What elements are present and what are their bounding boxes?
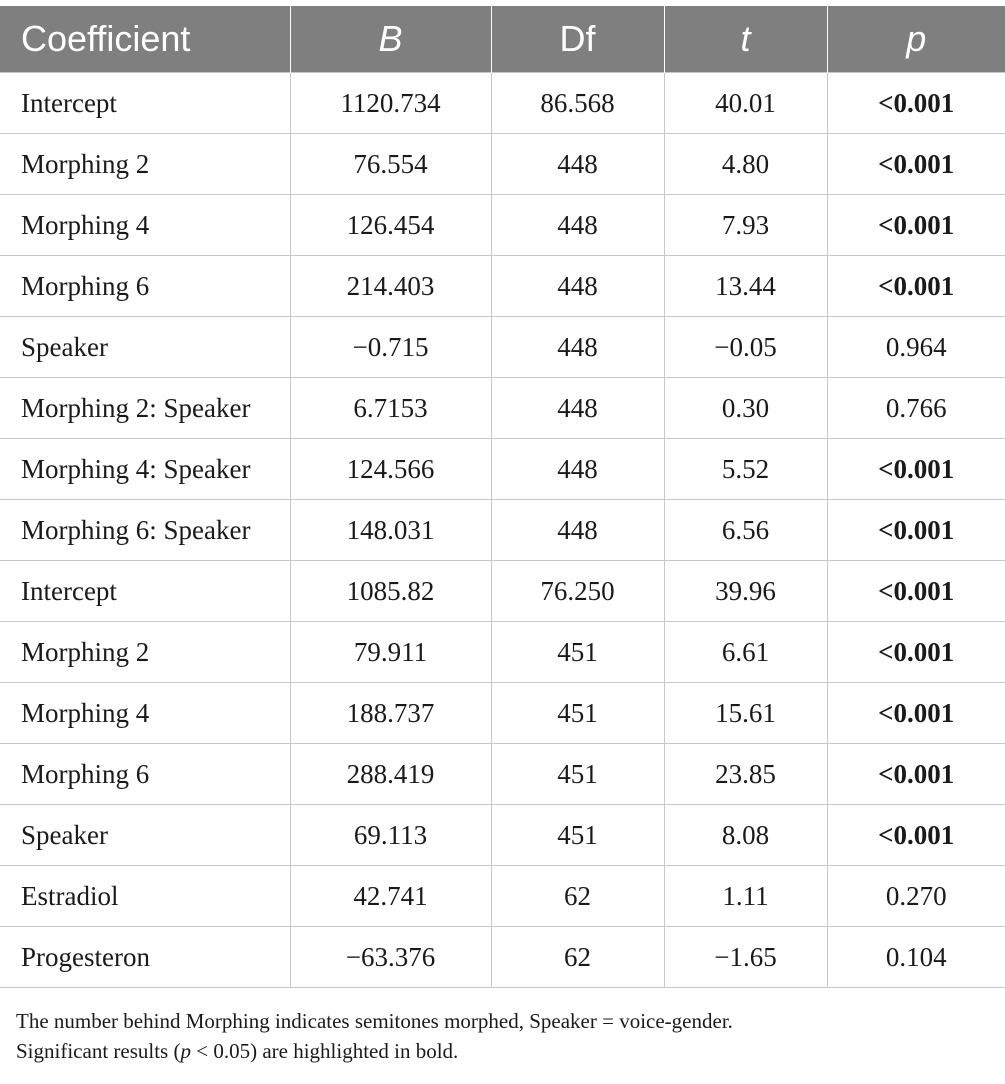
table-body — [0, 73, 1005, 988]
cell-p: <0.001 — [827, 256, 1005, 317]
cell-t: 13.44 — [664, 256, 827, 317]
cell-t: 0.30 — [664, 378, 827, 439]
cell-p: <0.001 — [827, 805, 1005, 866]
cell-t: 39.96 — [664, 561, 827, 622]
cell-t: −1.65 — [664, 927, 827, 988]
cell-df: 448 — [491, 439, 664, 500]
cell-b: 188.737 — [290, 683, 491, 744]
cell-p: <0.001 — [827, 134, 1005, 195]
cell-p: 0.104 — [827, 927, 1005, 988]
footnote-suffix: < 0.05) are highlighted in bold. — [190, 1039, 459, 1063]
header-p: p — [827, 6, 1005, 73]
cell-b: 126.454 — [290, 195, 491, 256]
cell-b: 42.741 — [290, 866, 491, 927]
cell-coefficient: Morphing 2 — [0, 134, 290, 195]
table-row — [0, 622, 1005, 683]
cell-b: 79.911 — [290, 622, 491, 683]
cell-df: 448 — [491, 256, 664, 317]
cell-coefficient: Progesteron — [0, 927, 290, 988]
cell-coefficient: Intercept — [0, 561, 290, 622]
cell-b: 124.566 — [290, 439, 491, 500]
cell-df: 448 — [491, 317, 664, 378]
table-row — [0, 927, 1005, 988]
cell-coefficient: Morphing 4 — [0, 195, 290, 256]
cell-t: 23.85 — [664, 744, 827, 805]
cell-p: 0.766 — [827, 378, 1005, 439]
cell-df: 451 — [491, 622, 664, 683]
coefficients-table — [0, 6, 1005, 988]
cell-b: 6.7153 — [290, 378, 491, 439]
cell-df: 448 — [491, 378, 664, 439]
table-row — [0, 195, 1005, 256]
cell-coefficient: Intercept — [0, 73, 290, 134]
cell-df: 448 — [491, 134, 664, 195]
cell-df: 62 — [491, 927, 664, 988]
cell-b: 76.554 — [290, 134, 491, 195]
cell-coefficient: Morphing 6 — [0, 256, 290, 317]
table-row — [0, 500, 1005, 561]
table-row — [0, 805, 1005, 866]
header-df: Df — [491, 6, 664, 73]
cell-coefficient: Morphing 6: Speaker — [0, 500, 290, 561]
cell-t: 8.08 — [664, 805, 827, 866]
cell-b: 148.031 — [290, 500, 491, 561]
cell-t: 15.61 — [664, 683, 827, 744]
header-t: t — [664, 6, 827, 73]
table-footnote — [16, 1006, 996, 1066]
table-row — [0, 134, 1005, 195]
cell-t: 1.11 — [664, 866, 827, 927]
cell-coefficient: Estradiol — [0, 866, 290, 927]
cell-coefficient: Morphing 2: Speaker — [0, 378, 290, 439]
cell-b: −0.715 — [290, 317, 491, 378]
cell-p: <0.001 — [827, 500, 1005, 561]
cell-b: 288.419 — [290, 744, 491, 805]
cell-b: −63.376 — [290, 927, 491, 988]
cell-coefficient: Morphing 2 — [0, 622, 290, 683]
table-row — [0, 256, 1005, 317]
cell-p: <0.001 — [827, 622, 1005, 683]
cell-t: 6.56 — [664, 500, 827, 561]
table-row — [0, 744, 1005, 805]
cell-df: 62 — [491, 866, 664, 927]
table-row — [0, 73, 1005, 134]
table-row — [0, 439, 1005, 500]
cell-df: 451 — [491, 805, 664, 866]
cell-coefficient: Speaker — [0, 805, 290, 866]
cell-coefficient: Morphing 4 — [0, 683, 290, 744]
cell-p: <0.001 — [827, 561, 1005, 622]
cell-b: 1120.734 — [290, 73, 491, 134]
cell-b: 69.113 — [290, 805, 491, 866]
cell-t: −0.05 — [664, 317, 827, 378]
footnote-line-2 — [16, 1036, 996, 1066]
cell-p: 0.270 — [827, 866, 1005, 927]
cell-p: <0.001 — [827, 73, 1005, 134]
cell-df: 448 — [491, 500, 664, 561]
cell-df: 86.568 — [491, 73, 664, 134]
cell-b: 214.403 — [290, 256, 491, 317]
cell-t: 40.01 — [664, 73, 827, 134]
table-header — [0, 6, 1005, 73]
table-row — [0, 866, 1005, 927]
cell-t: 5.52 — [664, 439, 827, 500]
header-row — [0, 6, 1005, 73]
cell-t: 7.93 — [664, 195, 827, 256]
cell-coefficient: Speaker — [0, 317, 290, 378]
cell-b: 1085.82 — [290, 561, 491, 622]
table-row — [0, 378, 1005, 439]
cell-p: <0.001 — [827, 683, 1005, 744]
footnote-p-variable: p — [180, 1039, 191, 1063]
cell-t: 4.80 — [664, 134, 827, 195]
cell-p: <0.001 — [827, 439, 1005, 500]
cell-p: <0.001 — [827, 195, 1005, 256]
header-b: B — [290, 6, 491, 73]
header-coefficient: Coefficient — [0, 6, 290, 73]
cell-t: 6.61 — [664, 622, 827, 683]
table-row — [0, 561, 1005, 622]
cell-p: <0.001 — [827, 744, 1005, 805]
cell-coefficient: Morphing 4: Speaker — [0, 439, 290, 500]
cell-p: 0.964 — [827, 317, 1005, 378]
table-row — [0, 683, 1005, 744]
table-row — [0, 317, 1005, 378]
footnote-prefix: Significant results ( — [16, 1039, 181, 1063]
cell-df: 448 — [491, 195, 664, 256]
cell-df: 451 — [491, 744, 664, 805]
footnote-line-1: The number behind Morphing indicates semitones morphed, Speaker = voice-gender. — [16, 1009, 733, 1033]
cell-df: 76.250 — [491, 561, 664, 622]
cell-coefficient: Morphing 6 — [0, 744, 290, 805]
cell-df: 451 — [491, 683, 664, 744]
